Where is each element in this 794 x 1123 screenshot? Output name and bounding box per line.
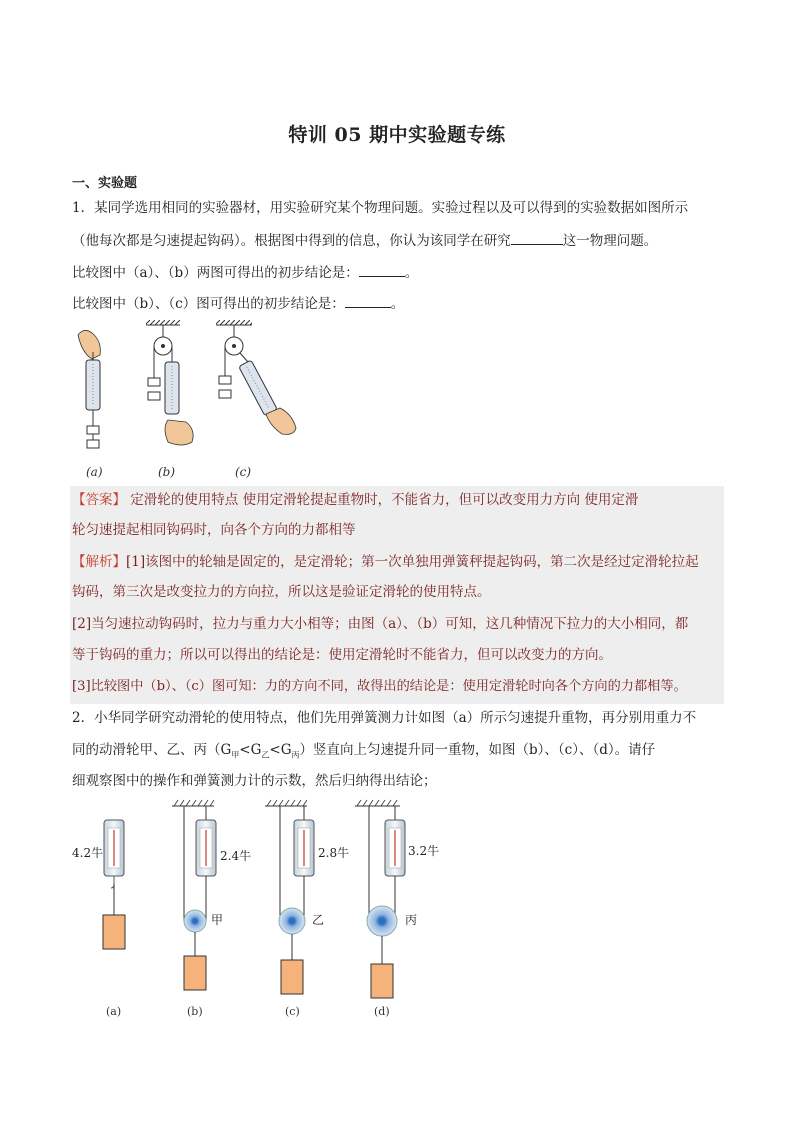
fig2-caption-a: (a): [106, 1005, 122, 1018]
q2-sub-3: 丙: [291, 750, 300, 760]
explanation-text-1: [1]该图中的轮轴是固定的，是定滑轮；第一次单独用弹簧秤提起钩码，第二次是经过定滑轮拉起: [126, 554, 699, 570]
q1-line-2-end: 这一物理问题。: [562, 233, 658, 249]
pulley-label-jia: 甲: [211, 913, 224, 927]
fig2-c: [265, 800, 314, 994]
pulley-icon: [184, 910, 206, 932]
weight-block: [281, 960, 303, 994]
reading-d: 3.2牛: [408, 844, 440, 858]
answer-text-1: 定滑轮的使用特点 使用定滑轮提起重物时，不能省力，但可以改变用力方向 使用定滑: [126, 492, 639, 508]
q2-sub-2: 乙: [261, 750, 270, 760]
reading-b: 2.4牛: [220, 849, 252, 863]
explanation-line-5: [3]比较图中（b）、（c）图可知：力的方向不同，故得出的结论是：使用定滑轮时向各个方向的力都相等。: [72, 679, 687, 694]
weight-block: [184, 956, 206, 990]
q2-sub-1: 甲: [231, 750, 240, 760]
reading-c: 2.8牛: [318, 846, 350, 860]
q2-line-1: 2．小华同学研究动滑轮的使用特点，他们先用弹簧测力计如图（a）所示匀速提升重物，再分别用重力不: [72, 710, 697, 726]
weight-block: [371, 964, 393, 998]
weight-block: [103, 915, 125, 949]
pulley-icon: [367, 906, 397, 936]
pulley-icon: [279, 908, 305, 934]
q1-line-1: 1．某同学选用相同的实验器材，用实验研究某个物理问题。实验过程以及可以得到的实验数据如图所示: [72, 200, 689, 216]
section-heading: 一、实验题: [72, 176, 138, 191]
explanation-tag: 【解析】: [72, 554, 126, 570]
fig1-caption-c: (c): [235, 465, 252, 479]
q1-line-4-end: 。: [390, 296, 405, 312]
q2-lt-1: <G: [239, 742, 262, 758]
q2-lt-2: <G: [269, 742, 292, 758]
explanation-line-3: [2]当匀速拉动钩码时，拉力与重力大小相等；由图（a）、（b）可知，这几种情况下拉力的大小相同，都: [72, 616, 689, 632]
q1-line-3-text: 比较图中（a）、（b）两图可得出的初步结论是：: [72, 265, 359, 281]
fig2-a: [103, 820, 125, 949]
fig2-caption-c: (c): [285, 1005, 300, 1018]
pulley-label-bing: 丙: [405, 913, 418, 927]
answer-tag: 【答案】: [72, 492, 126, 508]
page-title: 特训 05 期中实验题专练: [288, 124, 506, 146]
answer-line-2: 轮匀速提起相同钩码时，向各个方向的力都相等: [72, 522, 356, 538]
q1-line-4-text: 比较图中（b）、（c）图可得出的初步结论是：: [72, 296, 345, 312]
fig1-caption-b: (b): [158, 465, 176, 479]
q1-line-2-text: （他每次都是匀速提起钩码）。根据图中得到的信息，你认为该同学在研究: [72, 233, 511, 249]
fig2-b: [172, 800, 216, 990]
fig1-caption-a: (a): [86, 465, 103, 479]
q2-line-2-text: 同的动滑轮甲、乙、丙（G: [72, 742, 232, 758]
q1-line-3-end: 。: [404, 265, 419, 281]
fig2-d: [355, 800, 405, 998]
fig2-caption-b: (b): [187, 1005, 203, 1018]
q2-line-3: 细观察图中的操作和弹簧测力计的示数，然后归纳得出结论；: [72, 773, 437, 789]
q2-line-2-end: ）竖直向上匀速提升同一重物，如图（b）、（c）、（d）。请仔: [299, 742, 656, 758]
explanation-line-4: 等于钩码的重力；所以可以得出的结论是：使用定滑轮时不能省力，但可以改变力的方向。: [72, 647, 612, 663]
explanation-line-2: 钩码，第三次是改变拉力的方向拉，所以这是验证定滑轮的使用特点。: [72, 584, 491, 600]
fig2-caption-d: (d): [374, 1005, 390, 1018]
pulley-label-yi: 乙: [312, 913, 325, 927]
reading-a: 4.2牛: [72, 846, 104, 860]
